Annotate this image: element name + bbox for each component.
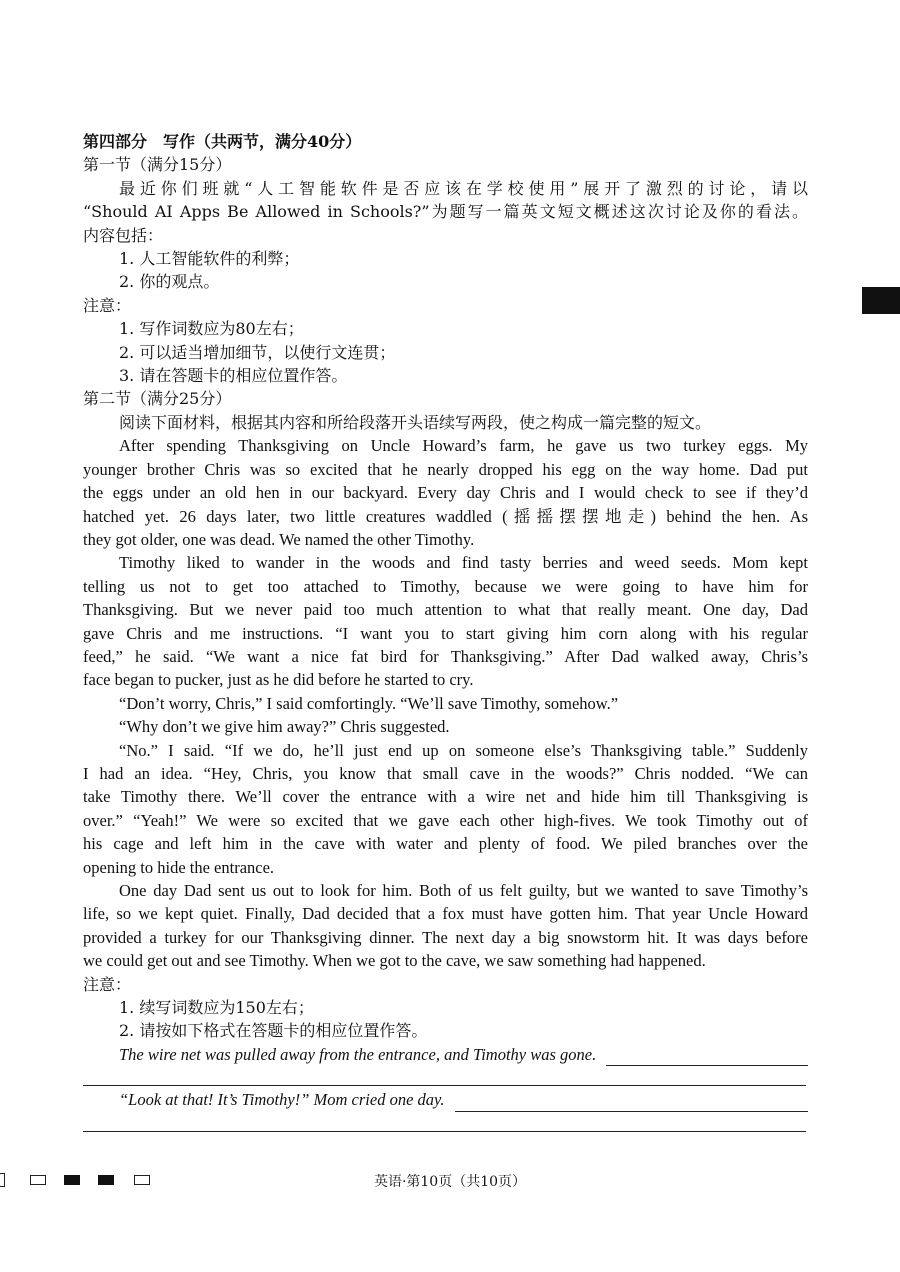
passage-line: younger brother Chris was so excited that he nearly dropped his egg on the way home. Dad put (83, 459, 808, 479)
passage-line: opening to hide the entrance. (83, 857, 275, 877)
passage-line: One day Dad sent us out to look for him. Both of us felt guilty, but we wanted to save Timothy’s (119, 881, 808, 900)
answer-blank[interactable] (455, 1095, 808, 1112)
sec1-content-item: 2. 你的观点。 (119, 272, 220, 292)
page-footer (0, 1171, 900, 1191)
passage-line: his cage and left him in the cave with water and plenty of food. We piled branches over the (83, 834, 808, 854)
passage-line: gave Chris and me instructions. “I want you to start giving him corn along with his regular (83, 623, 808, 643)
sec1-notes-label: 注意： (83, 295, 132, 315)
paragraph-starter-1: The wire net was pulled away from the entrance, and Timothy was gone. (119, 1044, 597, 1064)
paragraph-starter-2: “Look at that! It’s Timothy!” Mom cried one day. (119, 1090, 445, 1110)
passage-line: Thanksgiving. But we never paid too much attention to what that really meant. One day, Dad (83, 600, 808, 620)
starter-line-2 (83, 1088, 808, 1111)
writing-section (83, 130, 808, 1132)
sec1-prompt-line1: 最近你们班就“人工智能软件是否应该在学校使用”展开了激烈的讨论，请以 (119, 178, 808, 198)
sec1-note: 1. 写作词数应为80左右； (119, 319, 304, 339)
sec2-note: 2. 请按如下格式在答题卡的相应位置作答。 (119, 1021, 428, 1041)
sec2-heading: 第二节（满分25分） (83, 389, 232, 409)
passage-line: hatched yet. 26 days later, two little creatures waddled (摇摇摆摆地走) behind the hen. As (83, 506, 808, 526)
passage-line: I had an idea. “Hey, Chris, you know that small cave in the woods?” Chris nodded. “We can (83, 763, 808, 783)
starter-line-1 (83, 1043, 808, 1066)
reading-passage (83, 434, 808, 972)
passage-line: we could get out and see Timothy. When we got to the cave, we saw something had happened. (83, 951, 706, 971)
passage-line: “No.” I said. “If we do, he’ll just end up on someone else’s Thanksgiving table.” Suddenly (119, 740, 808, 760)
sec1-heading: 第一节（满分15分） (83, 155, 232, 175)
passage-line: feed,” he said. “We want a nice fat bird for Thanksgiving.” After Dad walked away, Chris’s (83, 646, 808, 666)
passage-line: After spending Thanksgiving on Uncle Howard’s farm, he gave us two turkey eggs. My (119, 436, 808, 456)
passage-line: “Why don’t we give him away?” Chris suggested. (119, 717, 450, 737)
sec1-note: 2. 可以适当增加细节，以使行文连贯； (119, 342, 396, 362)
answer-blank[interactable] (606, 1049, 808, 1066)
passage-line: telling us not to get too attached to Timothy, because we were going to have him for (83, 576, 808, 596)
passage-line: the eggs under an old hen in our backyard. Every day Chris and I would check to see if they’d (83, 483, 808, 503)
section-title: 第四部分 写作（共两节，满分40分） (83, 132, 362, 151)
sec2-instruction: 阅读下面材料，根据其内容和所给段落开头语续写两段，使之构成一篇完整的短文。 (119, 412, 712, 432)
sec1-note: 3. 请在答题卡的相应位置作答。 (119, 366, 348, 386)
sec1-prompt-line2: “Should AI Apps Be Allowed in Schools?”为题写一篇英文短文概述这次讨论及你的看法。 (83, 202, 808, 222)
sec2-notes-label: 注意： (83, 974, 132, 994)
passage-line: life, so we kept quiet. Finally, Dad decided that a fox must have gotten him. That year Uncle Howard (83, 904, 808, 924)
registration-mark (862, 287, 900, 314)
passage-line: “Don’t worry, Chris,” I said comfortingly. “We’ll save Timothy, somehow.” (119, 693, 619, 713)
answer-line[interactable] (83, 1130, 806, 1132)
passage-line: Timothy liked to wander in the woods and find tasty berries and weed seeds. Mom kept (119, 553, 808, 573)
sec1-content-item: 1. 人工智能软件的利弊； (119, 249, 300, 269)
passage-line: over.” “Yeah!” We were so excited that we gave each other high-fives. We took Timothy out of (83, 810, 808, 830)
page-number: 英语·第10页（共10页） (373, 1174, 527, 1190)
passage-line: face began to pucker, just as he did before he started to cry. (83, 670, 474, 690)
sec1-content-label: 内容包括： (83, 225, 164, 245)
passage-line: they got older, one was dead. We named the other Timothy. (83, 529, 475, 549)
sec2-note: 1. 续写词数应为150左右； (119, 998, 314, 1018)
passage-line: take Timothy there. We’ll cover the entrance with a wire net and hide him till Thanksgiving is (83, 787, 808, 807)
passage-line: provided a turkey for our Thanksgiving dinner. The next day a big snowstorm hit. It was days before (83, 927, 808, 947)
answer-line[interactable] (83, 1084, 806, 1086)
